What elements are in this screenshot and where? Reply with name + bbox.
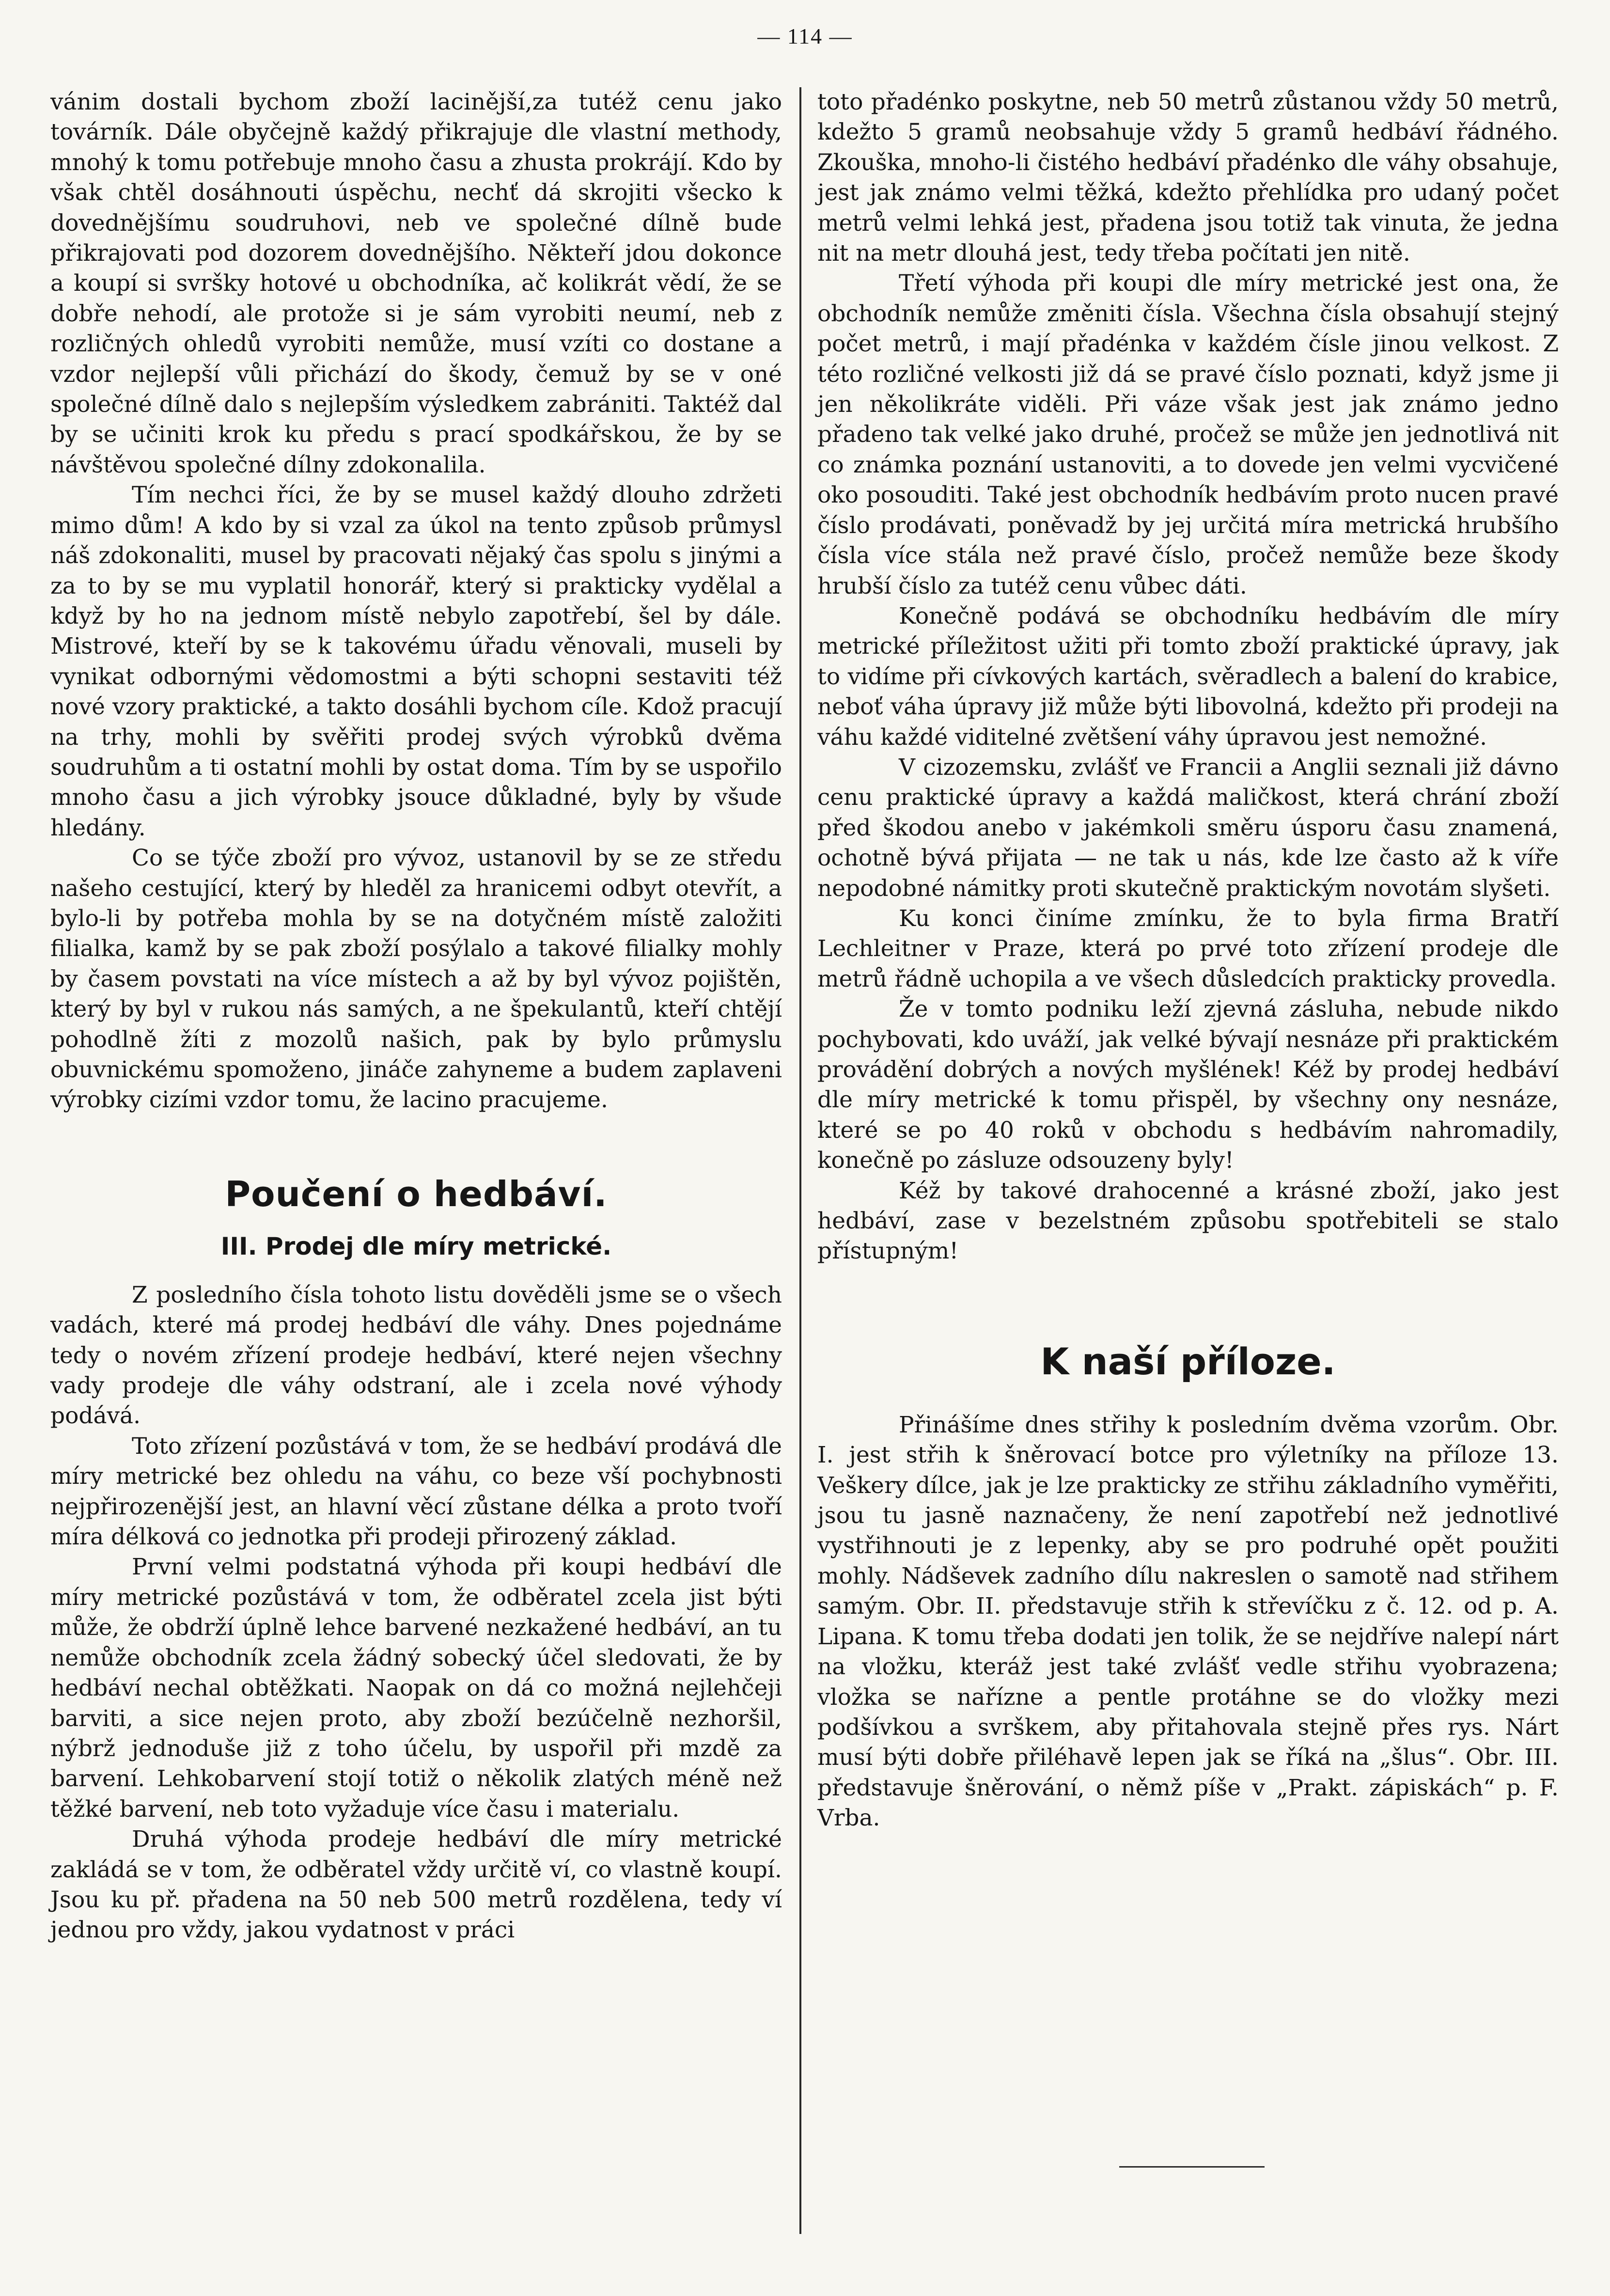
paragraph: Tím nechci říci, že by se musel každý dlouho zdržeti mimo dům! A kdo by si vzal za úkol na tento způsob průmysl náš zdokonaliti, musel by pracovati nějaký čas spolu s jinými a za to by se mu vyplatil honorář, který si prakticky vydělal a když by ho na jednom místě nebylo zapotřebí, šel by dále. Mistrové, kteří by se k takovému úřadu věnovali, museli by vynikat odbornými vědomostmi a býti schopni sestaviti též nové vzory praktické, a takto dosáhli bychom cíle. Kdož pracují na trhy, mohli by svěřiti prodej svých výrobků dvěma soudruhům a ti ostatní mohli by ostat doma. Tím by se uspořilo mnoho času a jich výrobky jsouce důkladné, byly by všude hledány. xyxy=(50,482,782,841)
paragraph: V cizozemsku, zvlášť ve Francii a Anglii seznali již dávno cenu praktické úpravy a každá maličkost, která chrání zboží před škodou anebo v jakémkoli směru úsporu času znamená, ochotně bývá přijata — ne tak u nás, kde lze často až k víře nepodobné námitky proti skutečně praktickým novotám slyšeti. xyxy=(817,754,1559,902)
paragraph: Třetí výhoda při koupi dle míry metrické jest ona, že obchodník nemůže změniti čísla. Všechna čísla obsahují stejný počet metrů, i mají přadénka v každém čísle jinou velkost. Z této rozličné velkosti již dá se pravé číslo poznati, když jsme ji jen několikráte viděli. Při váze však jest jak známo jedno přadeno tak velké jako druhé, pročež se může jen jednotlivá nit co známka poznání ustanoviti, a to dovede jen velmi vycvičené oko posouditi. Také jest obchodník hedbávím proto nucen pravé číslo prodávati, poněvadž by jej určitá míra metrická hrubšího čísla více stála než pravé číslo, pročež nemůže beze škody hrubší číslo za tutéž cenu vůbec dáti. xyxy=(817,270,1559,599)
paragraph: Ku konci činíme zmínku, že to byla firma Bratří Lechleitner v Praze, která po prvé toto zřízení prodeje dle metrů řádně uchopila a ve všech důsledcích prakticky provedla. xyxy=(817,905,1559,992)
paragraph: vánim dostali bychom zboží lacinější,za tutéž cenu jako továrník. Dále obyčejně každý přikrajuje dle vlastní methody, mnohý k tomu potřebuje mnoho času a zhusta prokrájí. Kdo by však chtěl dosáhnouti úspěchu, nechť dá skrojiti všecko k dovednějšímu soudruhovi, neb ve společné dílně bude přikrajovati pod dozorem dovednějšího. Někteří jdou dokonce a koupí si svršky hotové u obchodníka, ač kolikrát vědí, že se dobře nehodí, ale protože si je sám vyrobiti neumí, neb z rozličných ohledů vyrobiti nemůže, musí vzíti co dostane a vzdor nejlepší vůli přichází do škody, čemuž by se v oné společné dílně dalo s nejlepším výsledkem zabrániti. Taktéž dal by se učiniti krok ku předu s prací spodkářskou, že by se návštěvou společné dílny zdokonalila. xyxy=(50,89,782,478)
column-divider xyxy=(799,87,801,2234)
end-rule xyxy=(1119,2166,1265,2168)
article-title: Poučení o hedbáví. xyxy=(225,1173,608,1214)
paragraph: Z posledního čísla tohoto listu dověděli jsme se o všech vadách, které má prodej hedbáví dle váhy. Dnes pojednáme tedy o novém zřízení prodeje hedbáví, které nejen všechny vady prodeje dle váhy odstraní, ale i zcela nové výhody podává. xyxy=(50,1281,782,1430)
article-subtitle: III. Prodej dle míry metrické. xyxy=(220,1232,612,1260)
paragraph: První velmi podstatná výhoda při koupi hedbáví dle míry metrické pozůstává v tom, že odběratel zcela jist býti může, že obdrží úplně lehce barvené nezkažené hedbáví, an tu nemůže obchodník zcela žádný sobecký účel sledovati, že by hedbáví nechal obtěžkati. Naopak on dá co možná nejlehčeji barviti, a sice nejen proto, aby zboží bezúčelně nezhoršil, nýbrž jednoduše již z toho účelu, by uspořil při mzdě za barvení. Lehkobarvení stojí totiž o několik zlatých méně než těžké barvení, neb toto vyžaduje více času i materialu. xyxy=(50,1554,782,1823)
paragraph: Druhá výhoda prodeje hedbáví dle míry metrické zakládá se v tom, že odběratel vždy určitě ví, co vlastně koupí. Jsou ku př. přadena na 50 neb 500 metrů rozdělena, tedy ví jednou pro vždy, jakou vydatnost v práci xyxy=(50,1826,782,1944)
paragraph: toto přadénko poskytne, neb 50 metrů zůstanou vždy 50 metrů, kdežto 5 gramů neobsahuje vždy 5 gramů hedbáví řádného. Zkouška, mnoho-li čistého hedbáví přadénko dle váhy obsahuje, jest jak známo velmi těžká, kdežto přehlídka pro udaný počet metrů velmi lehká jest, přadena jsou totiž tak vinuta, že jedna nit na metr dlouhá jest, tedy třeba počítati jen nitě. xyxy=(817,89,1559,267)
paragraph: Toto zřízení pozůstává v tom, že se hedbáví prodává dle míry metrické bez ohledu na váhu, co beze vší pochybnosti nejpřirozenější jest, an hlavní věcí zůstane délka a proto tvoří míra délková co jednotka při prodeji přirozený základ. xyxy=(50,1432,782,1551)
attachment-title: K naší příloze. xyxy=(1040,1339,1336,1383)
page-number: — 114 — xyxy=(757,24,853,48)
left-column xyxy=(50,87,782,1946)
paragraph: Co se týče zboží pro vývoz, ustanovil by se ze středu našeho cestující, který by hleděl za hranicemi odbyt otevřít, a bylo-li by potřeba mohla by se na dotyčném místě založiti filialka, kamž by se pak zboží posýlalo a takové filialky mohly by časem povstati na více místech a až by byl vývoz pojištěn, který by byl v rukou nás samých, a ne špekulantů, kteří chtějí pohodlně žíti z mozolů našich, pak by bylo průmyslu obuvnickému spomoženo, jináče zahyneme a budem zaplaveni výrobky cizími vzdor tomu, že lacino pracujeme. xyxy=(50,845,782,1114)
paragraph: Kéž by takové drahocenné a krásné zboží, jako jest hedbáví, zase v bezelstném způsobu spotřebiteli se stalo přístupným! xyxy=(817,1177,1559,1265)
paragraph: Přinášíme dnes střihy k posledním dvěma vzorům. Obr. I. jest střih k šněrovací botce pro výletníky na příloze 13. Veškery dílce, jak je lze prakticky ze střihu základního vyměřiti, jsou tu jasně naznačeny, že není zapotřebí než jednotlivé vystřihnouti je z lepenky, aby se pro podruhé opět použiti mohly. Nádševek zadního dílu nakreslen o samotě nad střihem samým. Obr. II. představuje střih k střevíčku z č. 12. od p. A. Lipana. K tomu třeba dodati jen tolik, že se nejdříve nalepí nárt na vložku, kteráž jest také zvlášť vedle střihu vyobrazena; vložka se nařízne a pentle protáhne se do vložky mezi podšívkou a svrškem, aby přitahovala stejně přes rys. Nárt musí býti dobře přiléhavě lepen jak se říká na „šlus“. Obr. III. představuje šněrování, o němž píše v „Prakt. zápiskách“ p. F. Vrba. xyxy=(817,1411,1559,1832)
right-column xyxy=(817,87,1559,1834)
paragraph: Konečně podává se obchodníku hedbávím dle míry metrické příležitost užiti při tomto zboží praktické úpravy, jak to vidíme při cívkových kartách, svěradlech a balení do krabice, neboť váha úpravy již může býti libovolná, kdežto při prodeji na váhu každé viditelné zvětšení váhy úpravou jest nemožné. xyxy=(817,602,1559,751)
paragraph: Že v tomto podniku leží zjevná zásluha, nebude nikdo pochybovati, kdo uváží, jak velké bývají nesnáze při praktickém provádění dobrých a nových myšlének! Kéž by prodej hedbáví dle míry metrické k tomu přispěl, by všechny ony nesnáze, které se po 40 roků v obchodu s hedbávím nahromadily, konečně po zásluze odsouzeny byly! xyxy=(817,996,1559,1174)
